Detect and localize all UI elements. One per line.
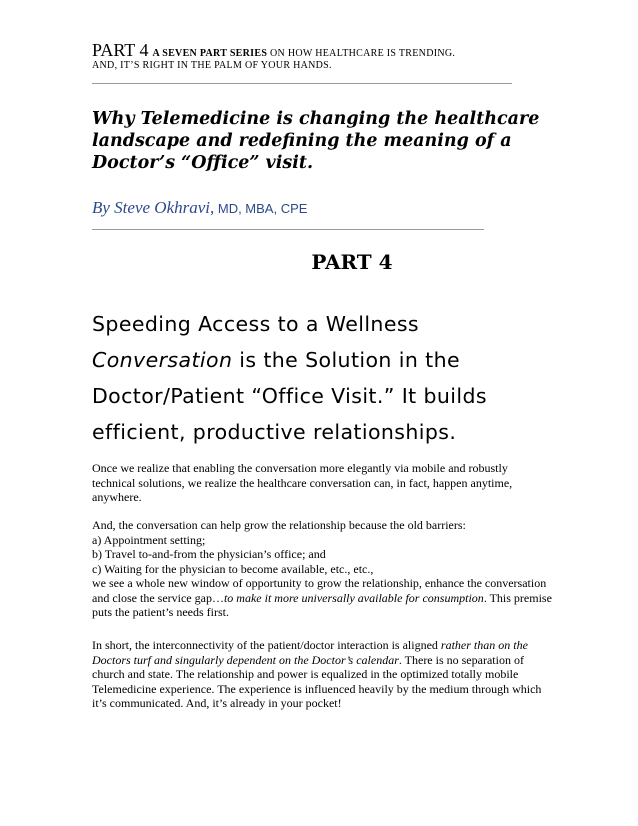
author-byline bbox=[92, 198, 307, 218]
series-header bbox=[92, 40, 455, 61]
paragraph-2-italic: to make it more universally available for consumption bbox=[223, 590, 484, 605]
author-credentials: MD, MBA, CPE bbox=[214, 201, 308, 216]
byline-divider bbox=[92, 229, 484, 230]
paragraph-1-text: Once we realize that enabling the conversation more elegantly via mobile and robustly technical solutions, we realize the healthcare conversation can, in fact, happen anytime, anywhere. bbox=[92, 461, 513, 504]
subhead-line-1: Speeding Access to a Wellness bbox=[92, 312, 419, 336]
part-heading: PART 4 bbox=[311, 250, 393, 274]
paragraph-2-text: we see a whole new window of opportunity to grow the relationship, enhance the conversation and close the service gap… bbox=[92, 576, 547, 605]
paragraph-3-italic: rather than on the Doctors turf and singularly dependent on the Doctor’s calendar bbox=[92, 638, 528, 667]
title-line-3: Doctor’s “Office” visit. bbox=[92, 153, 314, 173]
paragraph-1 bbox=[92, 461, 552, 505]
header-series-rest: ON HOW HEALTHCARE IS TRENDING. bbox=[267, 48, 456, 59]
section-subheading bbox=[92, 306, 562, 450]
paragraph-2-intro: And, the conversation can help grow the relationship because the old barriers: bbox=[92, 518, 466, 532]
paragraph-3-start: In short, the interconnectivity of the patient/doctor interaction is aligned bbox=[92, 638, 441, 652]
author-name: By Steve Okhravi, bbox=[92, 198, 215, 217]
paragraph-2-conclusion bbox=[92, 576, 552, 620]
header-subline: AND, IT’S RIGHT IN THE PALM OF YOUR HANDS. bbox=[92, 60, 332, 71]
paragraph-2 bbox=[92, 518, 552, 620]
title-line-1: Why Telemedicine is changing the healthcare bbox=[92, 109, 540, 129]
subhead-line-2-italic: Conversation bbox=[92, 348, 233, 372]
article-title bbox=[92, 108, 552, 174]
barrier-item-b: b) Travel to-and-from the physician’s office; and bbox=[92, 547, 326, 561]
subhead-line-4: efficient, productive relationships. bbox=[92, 420, 457, 444]
paragraph-3-end: . There is no separation of church and state. The relationship and power is equalized in the optimized totally mobile Telemedicine experience. The experience is influenced heavily by the medium through which it’s communicated. And, it’s already in your pocket! bbox=[92, 652, 542, 710]
paragraph-3 bbox=[92, 638, 552, 711]
subhead-line-2-rest: is the Solution in the bbox=[232, 348, 460, 372]
header-series-bold: A SEVEN PART SERIES bbox=[152, 48, 268, 59]
paragraph-2-end: . This premise puts the patient’s needs first. bbox=[92, 590, 552, 619]
subhead-line-3: Doctor/Patient “Office Visit.” It builds bbox=[92, 384, 487, 408]
barrier-item-c: c) Waiting for the physician to become available, etc., etc., bbox=[92, 561, 374, 576]
header-part-label: PART 4 bbox=[92, 40, 149, 60]
title-line-2: landscape and redefining the meaning of a bbox=[92, 131, 512, 151]
paragraph-3-text bbox=[92, 638, 552, 711]
barrier-item-a: a) Appointment setting; bbox=[92, 532, 206, 547]
header-divider bbox=[92, 83, 512, 84]
